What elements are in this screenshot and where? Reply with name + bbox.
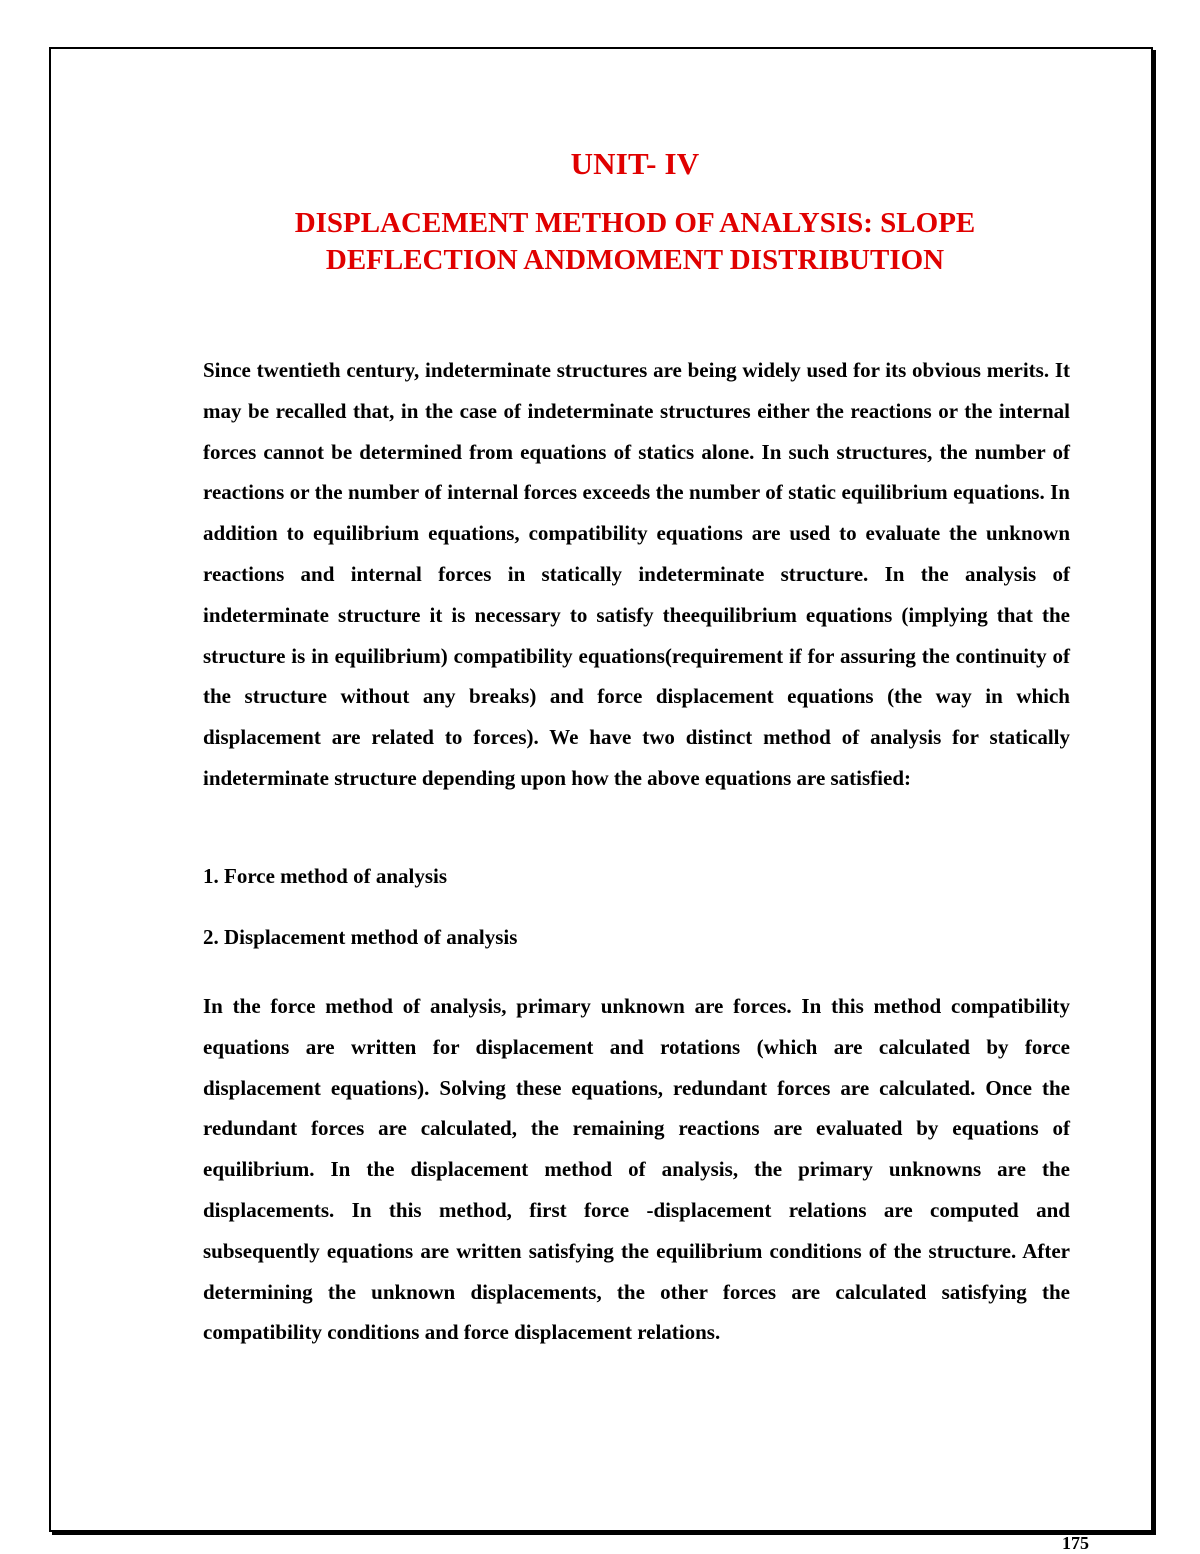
chapter-title-line-1: DISPLACEMENT METHOD OF ANALYSIS: SLOPE	[294, 207, 976, 239]
page-number: 175	[1062, 1533, 1089, 1553]
unit-label: UNIT- IV	[570, 146, 700, 181]
chapter-title	[200, 205, 1070, 279]
methods-paragraph: In the force method of analysis, primary unknown are forces. In this method compatibility equations are written for displacement and rotations (which are calculated by force displacement equations). Solving these equations, redundant forces are calculated. Once the redundant forces are calculated, the remaining reactions are evaluated by equations of equilibrium. In the displacement method of analysis, the primary unknowns are the displacements. In this method, first force -displacement relations are computed and subsequently equations are written satisfying the equilibrium conditions of the structure. After determining the unknown displacements, the other forces are calculated satisfying the compatibility conditions and force displacement relations.	[203, 994, 1070, 1345]
page-border-shadow-right	[1153, 50, 1156, 1535]
chapter-title-line-2: DEFLECTION ANDMOMENT DISTRIBUTION	[325, 244, 945, 276]
list-item-displacement-method: 2. Displacement method of analysis	[203, 925, 518, 949]
list-item-force-method: 1. Force method of analysis	[203, 864, 448, 888]
intro-paragraph: Since twentieth century, indeterminate structures are being widely used for its obvious merits. It may be recalled that, in the case of indeterminate structures either the reactions or the internal forces cannot be determined from equations of statics alone. In such structures, the number of reactions or the number of internal forces exceeds the number of static equilibrium equations. In addition to equilibrium equations, compatibility equations are used to evaluate the unknown reactions and internal forces in statically indeterminate structure. In the analysis of indeterminate structure it is necessary to satisfy theequilibrium equations (implying that the structure is in equilibrium) compatibility equations(requirement if for assuring the continuity of the structure without any breaks) and force displacement equations (the way in which displacement are related to forces). We have two distinct method of analysis for statically indeterminate structure depending upon how the above equations are satisfied:	[203, 358, 1070, 790]
page-border-shadow-bottom	[52, 1532, 1156, 1535]
